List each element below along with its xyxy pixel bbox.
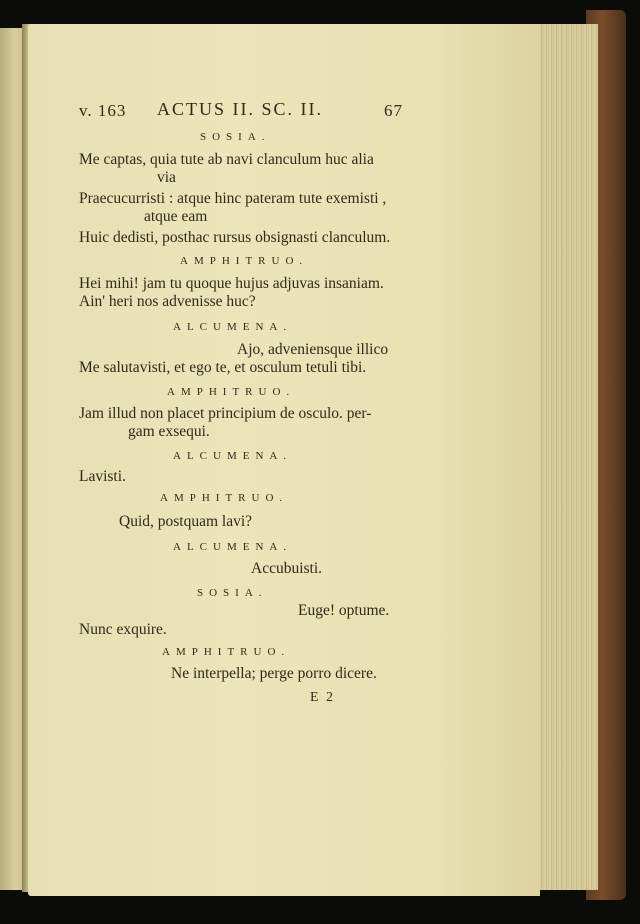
verse-line: Quid, postquam lavi? xyxy=(119,513,253,530)
verse-line: Me captas, quia tute ab navi clanculum huc alia xyxy=(79,151,374,168)
verse-line: Accubuisti. xyxy=(251,560,323,577)
verse-line: Me salutavisti, et ego te, et osculum tetuli tibi. xyxy=(79,359,367,376)
speaker-amphitruo: AMPHITRUO. xyxy=(180,255,309,267)
speaker-sosia: SOSIA. xyxy=(197,587,268,599)
verse-line: Hei mihi! jam tu quoque hujus adjuvas insaniam. xyxy=(79,275,384,292)
verse-line: Nunc exquire. xyxy=(79,621,167,638)
verse-number: v. 163 xyxy=(79,101,127,120)
page-number: 67 xyxy=(384,101,403,120)
verse-line: Huic dedisti, posthac rursus obsignasti clanculum. xyxy=(79,229,391,246)
speaker-amphitruo: AMPHITRUO. xyxy=(167,386,296,398)
speaker-amphitruo: AMPHITRUO. xyxy=(162,646,291,658)
verse-line: via xyxy=(157,169,176,186)
verse-line: Ne interpella; perge porro dicere. xyxy=(171,665,377,682)
verse-line: Ain' heri nos advenisse huc? xyxy=(79,293,256,310)
verse-line: Ajo, adveniensque illico xyxy=(237,341,389,358)
speaker-sosia: SOSIA. xyxy=(200,131,271,143)
verse-line: Jam illud non placet principium de osculo. per- xyxy=(79,405,372,422)
speaker-alcumena: ALCUMENA. xyxy=(173,541,293,553)
running-title: ACTUS II. SC. II. xyxy=(157,99,324,119)
verse-line: Euge! optume. xyxy=(298,602,390,619)
speaker-alcumena: ALCUMENA. xyxy=(173,450,293,462)
speaker-alcumena: ALCUMENA. xyxy=(173,321,293,333)
verse-line: atque eam xyxy=(144,208,208,225)
signature-mark: E 2 xyxy=(310,690,336,705)
verse-line: gam exsequi. xyxy=(128,423,210,440)
verse-line: Praecucurristi : atque hinc pateram tute exemisti , xyxy=(79,190,387,207)
verse-line: Lavisti. xyxy=(79,468,126,485)
speaker-amphitruo: AMPHITRUO. xyxy=(160,492,289,504)
